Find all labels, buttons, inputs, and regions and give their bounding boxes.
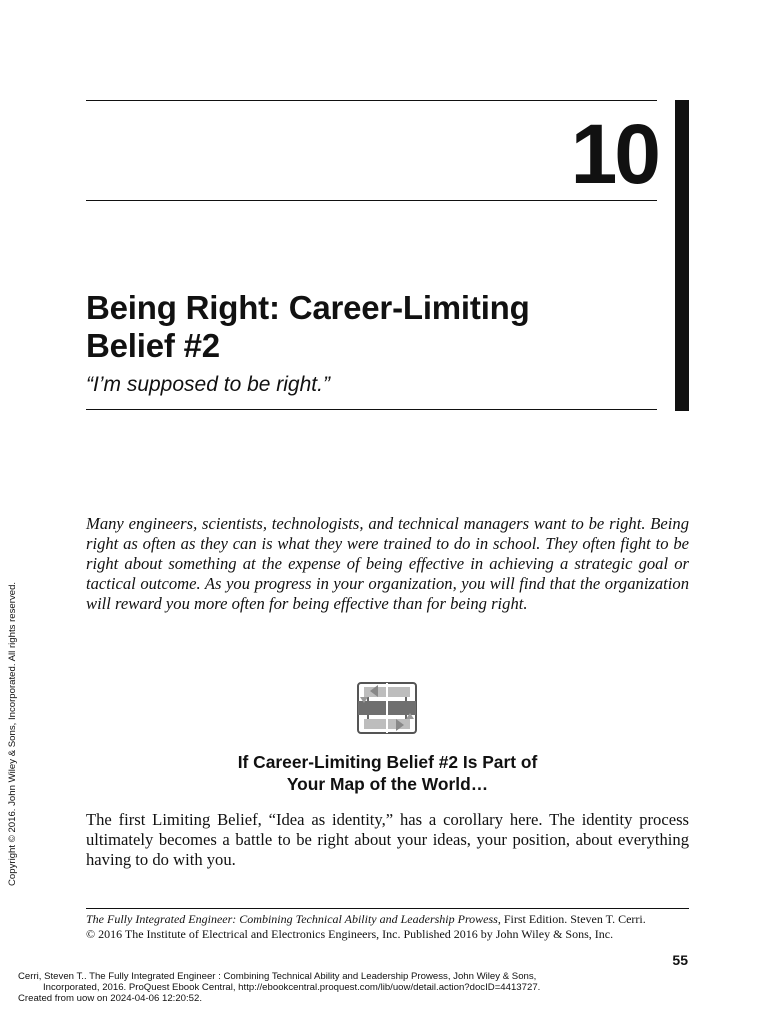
chapter-epigraph: “I’m supposed to be right.” (86, 373, 330, 396)
chapter-number-rule (86, 200, 657, 201)
page-number: 55 (672, 952, 688, 968)
intro-paragraph: Many engineers, scientists, technologists, and technical managers want to be right. Being right as often as they can is what they were trained to do in school. They often fight to be right about something at the expense of being effective in achieving a strategic goal or tactical outcome. As you progress in your organization, you will find that the organization will reward you more often for being effective than for being right. (86, 514, 689, 613)
chapter-title (86, 289, 646, 365)
body-paragraph: The first Limiting Belief, “Idea as identity,” has a corollary here. The identity process ultimately becomes a battle to be right about your ideas, your position, about everything having to do with you. (86, 810, 689, 869)
footer-rule (86, 908, 689, 909)
chapter-number: 10 (570, 107, 658, 201)
header-bottom-rule (86, 409, 657, 410)
source-note-line-3: Created from uow on 2024-04-06 12:20:52. (18, 993, 203, 1004)
vertical-copyright: Copyright © 2016. John Wiley & Sons, Incorporated. All rights reserved. (7, 581, 18, 886)
top-rule (86, 100, 657, 101)
section-heading (86, 751, 689, 795)
source-note-line-2: Incorporated, 2016. ProQuest Ebook Central, http://ebookcentral.proquest.com/lib/uow/detail.action?docID=4413727. (43, 982, 541, 993)
career-belief-cycle-icon (354, 679, 420, 737)
source-note-line-1: Cerri, Steven T.. The Fully Integrated Engineer : Combining Technical Ability and Leadership Prowess, John Wiley & Sons, (18, 971, 537, 982)
book-title: The Fully Integrated Engineer: Combining Technical Ability and Leadership Prowess (86, 912, 498, 926)
source-note (18, 971, 540, 1004)
section-heading-line-1: If Career-Limiting Belief #2 Is Part of (237, 752, 538, 772)
book-citation (86, 912, 689, 942)
chapter-title-line-1: Being Right: Career-Limiting (86, 289, 530, 326)
edition-author: , First Edition. Steven T. Cerri. (497, 912, 646, 926)
copyright-line: © 2016 The Institute of Electrical and Electronics Engineers, Inc. Published 2016 by John Wiley & Sons, Inc. (86, 927, 614, 941)
chapter-side-bar (675, 100, 689, 411)
section-heading-line-2: Your Map of the World… (286, 774, 489, 794)
chapter-title-line-2: Belief #2 (86, 327, 220, 364)
